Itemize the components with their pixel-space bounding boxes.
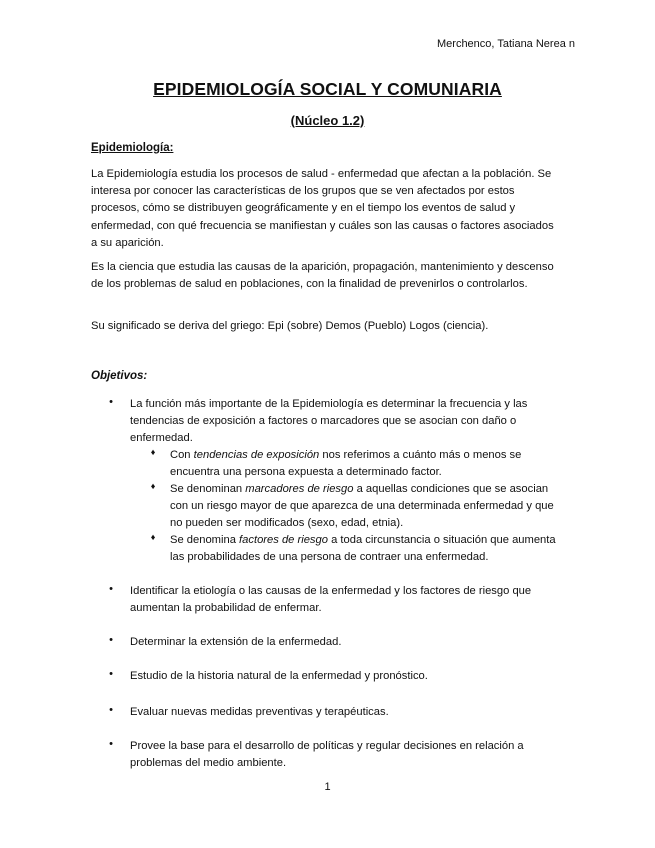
bullet-icon: • bbox=[109, 634, 113, 646]
objective-item: Provee la base para el desarrollo de políticas y regular decisiones en relación a problemas del medio ambiente. bbox=[130, 740, 524, 769]
section-heading-epidemiologia: Epidemiología: bbox=[91, 142, 174, 154]
bullet-icon: • bbox=[109, 738, 113, 750]
paragraph-etymology: Su significado se deriva del griego: Epi (sobre) Demos (Pueblo) Logos (ciencia). bbox=[91, 320, 489, 332]
sub-item-factores: Se denomina factores de riesgo a toda circunstancia o situación que aumenta las probabilidades de una persona de contraer una enfermedad. bbox=[170, 534, 556, 563]
objective-item: Identificar la etiología o las causas de la enfermedad y los factores de riesgo que aumentan la probabilidad de enfermar. bbox=[130, 585, 532, 614]
diamond-bullet-icon: ♦ bbox=[150, 481, 156, 491]
bullet-icon: • bbox=[109, 396, 113, 408]
sub-item-tendencias: Con tendencias de exposición nos referimos a cuánto más o menos se encuentra una persona expuesta a determinado factor. bbox=[170, 449, 522, 478]
diamond-bullet-icon: ♦ bbox=[150, 532, 156, 542]
document-title: EPIDEMIOLOGÍA SOCIAL Y COMUNIARIA bbox=[153, 79, 502, 99]
paragraph-science: Es la ciencia que estudia las causas de la aparición, propagación, mantenimiento y descenso de los problemas de salud en poblaciones, con la finalidad de prevenirlos o controlarlos. bbox=[91, 261, 554, 291]
bullet-icon: • bbox=[109, 704, 113, 716]
objective-item: La función más importante de la Epidemiología es determinar la frecuencia y las tendencias de exposición a factores o marcadores que se asocian con daño o enfermedad. bbox=[130, 398, 528, 444]
page-number: 1 bbox=[324, 781, 331, 793]
objective-item: Estudio de la historia natural de la enfermedad y pronóstico. bbox=[130, 670, 428, 682]
header-author: Merchenco, Tatiana Nerea n bbox=[437, 38, 575, 50]
document-subtitle: (Núcleo 1.2) bbox=[290, 113, 365, 128]
objective-item: Determinar la extensión de la enfermedad. bbox=[130, 636, 342, 648]
bullet-icon: • bbox=[109, 668, 113, 680]
diamond-bullet-icon: ♦ bbox=[150, 447, 156, 457]
bullet-icon: • bbox=[109, 583, 113, 595]
objective-item: Evaluar nuevas medidas preventivas y terapéuticas. bbox=[130, 706, 389, 718]
paragraph-definition: La Epidemiología estudia los procesos de salud - enfermedad que afectan a la población. Se interesa por conocer las características de los grupos que se ven afectados por estos procesos, cómo se distribuyen geográficamente y en el tiempo los eventos de salud y enfermedad, con qué frecuencia se manifiestan y cuáles son las causas o factores asociados a su aparición. bbox=[91, 168, 554, 249]
objectives-heading: Objetivos: bbox=[91, 370, 148, 382]
sub-item-marcadores: Se denominan marcadores de riesgo a aquellas condiciones que se asocian con un riesgo mayor de que aparezca de una determinada enfermedad y que no pueden ser modificados (sexo, edad, etnia). bbox=[170, 483, 554, 529]
